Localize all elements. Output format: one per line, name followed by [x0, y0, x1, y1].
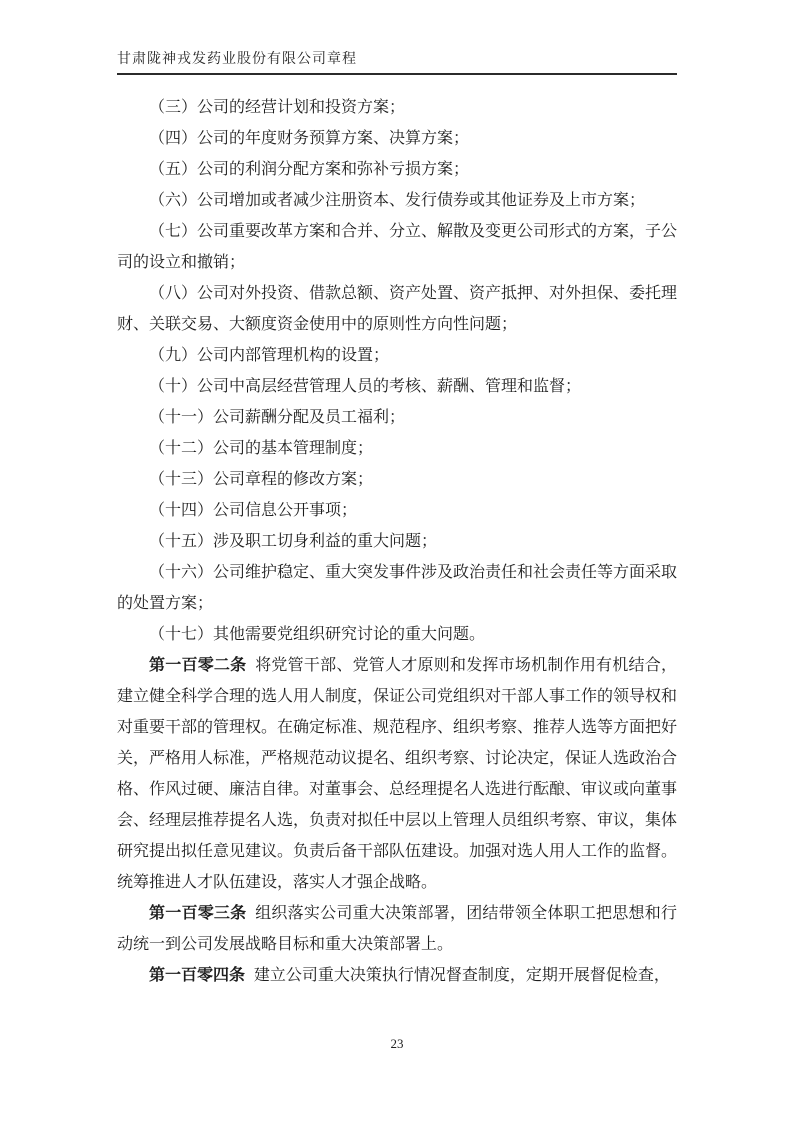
clause-item-4: （四）公司的年度财务预算方案、决算方案； — [149, 130, 470, 147]
article-104-number: 第一百零四条 — [149, 967, 246, 984]
clause-item-5: （五）公司的利润分配方案和弥补亏损方案； — [149, 161, 470, 178]
clause-item-10: （十）公司中高层经营管理人员的考核、薪酬、管理和监督； — [149, 378, 582, 395]
article-103-text: 组织落实公司重大决策部署，团结带领全体职工把思想和行动统一到公司发展战略目标和重大决策部署上。 — [117, 905, 677, 953]
article-103 — [117, 898, 677, 960]
article-104-text: 建立公司重大决策执行情况督查制度，定期开展督促检查， — [253, 967, 670, 984]
clause-item-7: （七）公司重要改革方案和合并、分立、解散及变更公司形式的方案，子公司的设立和撤销； — [117, 223, 678, 271]
article-103-number: 第一百零三条 — [149, 905, 247, 922]
page-footer — [0, 1036, 794, 1052]
clause-item-9: （九）公司内部管理机构的设置； — [149, 347, 390, 364]
clause-item-3: （三）公司的经营计划和投资方案； — [149, 99, 406, 116]
clause-item-13: （十三）公司章程的修改方案； — [149, 471, 374, 488]
clause-item-8: （八）公司对外投资、借款总额、资产处置、资产抵押、对外担保、委托理财、关联交易、大额度资金使用中的原则性方向性问题； — [117, 285, 678, 333]
clause-item-17: （十七）其他需要党组织研究讨论的重大问题。 — [149, 626, 486, 643]
page-header — [117, 50, 677, 75]
document-body — [117, 92, 677, 991]
article-104 — [117, 960, 677, 991]
article-102-text: 将党管干部、党管人才原则和发挥市场机制作用有机结合，建立健全科学合理的选人用人制度，保证公司党组织对干部人事工作的领导权和对重要干部的管理权。在确定标准、规范程序、组织考察、推荐人选等方面把好关，严格用人标准，严格规范动议提名、组织考察、讨论决定，保证人选政治合格、作风过硬、廉洁自律。对董事会、总经理提名人选进行酝酿、审议或向董事会、经理层推荐提名人选，负责对拟任中层以上管理人员组织考察、审议，集体研究提出拟任意见建议。负责后备干部队伍建设。加强对选人用人工作的监督。统筹推进人才队伍建设，落实人才强企战略。 — [117, 657, 678, 891]
clause-item-11: （十一）公司薪酬分配及员工福利； — [149, 409, 406, 426]
clause-item-12: （十二）公司的基本管理制度； — [149, 440, 374, 457]
document-title: 甘肃陇神戎发药业股份有限公司章程 — [117, 52, 357, 67]
clause-item-16: （十六）公司维护稳定、重大突发事件涉及政治责任和社会责任等方面采取的处置方案； — [117, 564, 678, 612]
article-102-number: 第一百零二条 — [149, 657, 247, 674]
clause-item-14: （十四）公司信息公开事项； — [149, 502, 358, 519]
article-102 — [117, 650, 677, 898]
clause-item-6: （六）公司增加或者减少注册资本、发行债券或其他证券及上市方案； — [149, 192, 646, 209]
page-number: 23 — [390, 1036, 404, 1051]
clause-item-15: （十五）涉及职工切身利益的重大问题； — [149, 533, 438, 550]
